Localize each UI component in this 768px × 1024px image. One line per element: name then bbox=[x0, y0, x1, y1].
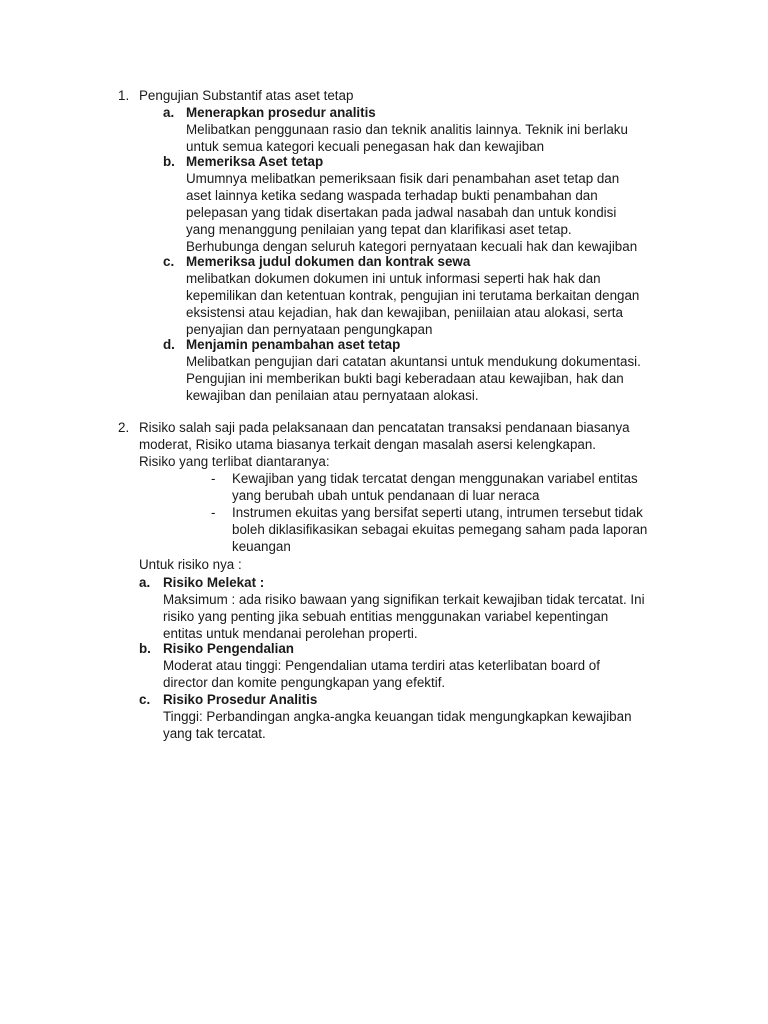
section-2-number: 2. bbox=[118, 420, 130, 435]
item-1c-letter: c. bbox=[163, 254, 175, 269]
body-line: Melibatkan penggunaan rasio dan teknik analitis lainnya. Teknik ini berlaku bbox=[186, 122, 628, 137]
bullet-line: yang berubah ubah untuk pendanaan di luar neraca bbox=[232, 488, 540, 503]
risk-c-heading: Risiko Prosedur Analitis bbox=[163, 692, 318, 707]
item-1c-heading: Memeriksa judul dokumen dan kontrak sewa bbox=[186, 254, 471, 269]
bullet-line: Instrumen ekuitas yang bersifat seperti utang, intrumen tersebut tidak bbox=[232, 505, 643, 520]
risk-b-letter: b. bbox=[139, 641, 151, 656]
section-2-intro bbox=[139, 419, 630, 470]
risk-line: Maksimum : ada risiko bawaan yang signifikan terkait kewajiban tidak tercatat. Ini bbox=[163, 592, 645, 607]
body-line: aset lainnya ketika sedang waspada terhadap bukti penambahan dan bbox=[186, 188, 598, 203]
body-line: kewajiban dan penilaian atau pernyataan alokasi. bbox=[186, 388, 479, 403]
risk-intro: Untuk risiko nya : bbox=[139, 557, 242, 572]
bullet-2-body bbox=[232, 504, 647, 555]
item-1b-letter: b. bbox=[163, 154, 175, 169]
item-1a-letter: a. bbox=[163, 105, 175, 120]
risk-a-body bbox=[163, 591, 645, 642]
body-line: penyajian dan pernyataan pengungkapan bbox=[186, 322, 433, 337]
bullet-dash: - bbox=[211, 505, 216, 520]
item-1b-heading: Memeriksa Aset tetap bbox=[186, 154, 324, 169]
body-line: untuk semua kategori kecuali penegasan hak dan kewajiban bbox=[186, 139, 545, 154]
bullet-line: boleh diklasifikasikan sebagai ekuitas pemegang saham pada laporan bbox=[232, 522, 648, 537]
item-1b-body bbox=[186, 170, 637, 255]
risk-line: risiko yang penting jika sebuah entitias menggunakan variabel kepentingan bbox=[163, 609, 609, 624]
risk-b-heading: Risiko Pengendalian bbox=[163, 641, 294, 656]
body-line: yang menanggung penilaian yang tepat dan klarifikasi aset tetap. bbox=[186, 222, 572, 237]
item-1d-letter: d. bbox=[163, 337, 175, 352]
bullet-dash: - bbox=[211, 471, 216, 486]
item-1a-heading: Menerapkan prosedur analitis bbox=[186, 105, 376, 120]
risk-a-letter: a. bbox=[139, 575, 151, 590]
bullet-1-body bbox=[232, 470, 638, 504]
bullet-line: Kewajiban yang tidak tercatat dengan menggunakan variabel entitas bbox=[232, 471, 638, 486]
body-line: Pengujian ini memberikan bukti bagi keberadaan atau kewajiban, hak dan bbox=[186, 371, 624, 386]
body-line: kepemilikan dan ketentuan kontrak, pengujian ini terutama berkaitan dengan bbox=[186, 288, 640, 303]
risk-c-letter: c. bbox=[139, 692, 151, 707]
body-line: Melibatkan pengujian dari catatan akuntansi untuk mendukung dokumentasi. bbox=[186, 354, 641, 369]
bullet-line: keuangan bbox=[232, 539, 291, 554]
risk-b-body bbox=[163, 657, 600, 691]
body-line: eksistensi atau kejadian, hak dan kewajiban, peniilaian atau alokasi, serta bbox=[186, 305, 623, 320]
item-1a-body bbox=[186, 121, 628, 155]
risk-line: Moderat atau tinggi: Pengendalian utama terdiri atas keterlibatan board of bbox=[163, 658, 600, 673]
intro-line: moderat, Risiko utama biasanya terkait dengan masalah asersi kelengkapan. bbox=[139, 437, 597, 452]
intro-line: Risiko yang terlibat diantaranya: bbox=[139, 454, 330, 469]
section-1-title: Pengujian Substantif atas aset tetap bbox=[139, 88, 354, 103]
section-1-number: 1. bbox=[118, 88, 130, 103]
body-line: Umumnya melibatkan pemeriksaan fisik dari penambahan aset tetap dan bbox=[186, 171, 620, 186]
risk-line: yang tak tercatat. bbox=[163, 726, 266, 741]
item-1d-heading: Menjamin penambahan aset tetap bbox=[186, 337, 401, 352]
risk-line: director dan komite pengungkapan yang efektif. bbox=[163, 675, 446, 690]
body-line: melibatkan dokumen dokumen ini untuk informasi seperti hak hak dan bbox=[186, 271, 601, 286]
body-line: pelepasan yang tidak disertakan pada jadwal nasabah dan untuk kondisi bbox=[186, 205, 617, 220]
risk-a-heading: Risiko Melekat : bbox=[163, 575, 265, 590]
item-1d-body bbox=[186, 353, 641, 404]
risk-line: Tinggi: Perbandingan angka-angka keuangan tidak mengungkapkan kewajiban bbox=[163, 709, 632, 724]
risk-c-body bbox=[163, 708, 632, 742]
item-1c-body bbox=[186, 270, 639, 338]
body-line: Berhubunga dengan seluruh kategori pernyataan kecuali hak dan kewajiban bbox=[186, 239, 638, 254]
risk-line: entitas untuk mendanai perolehan properti. bbox=[163, 626, 418, 641]
intro-line: Risiko salah saji pada pelaksanaan dan pencatatan transaksi pendanaan biasanya bbox=[139, 420, 630, 435]
